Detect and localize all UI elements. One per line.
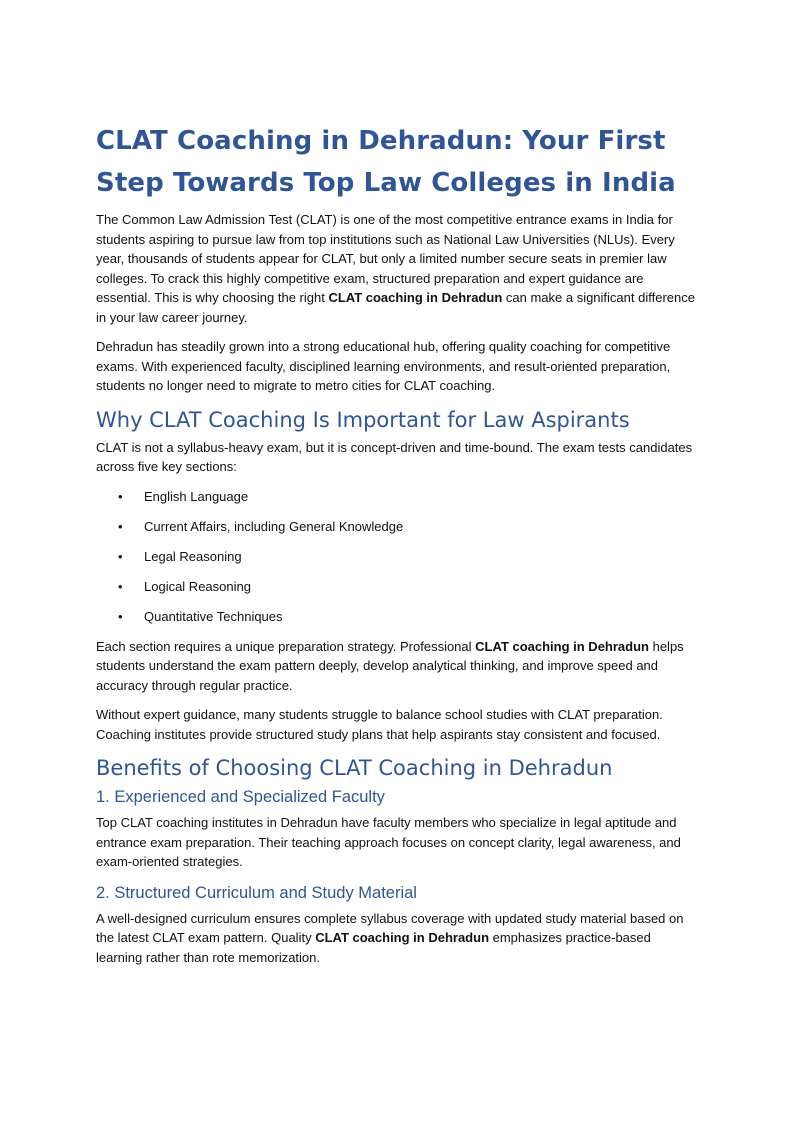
intro-text-end: can make a significant difference in your law career journey.	[96, 290, 695, 325]
subheading-curriculum: 2. Structured Curriculum and Study Material	[96, 883, 417, 902]
section-heading-benefits: Benefits of Choosing CLAT Coaching in Dehradun	[96, 756, 613, 780]
paragraph-text-end: helps students understand the exam pattern deeply, develop analytical thinking, and improve speed and accuracy through regular practice.	[96, 638, 684, 693]
intro-paragraph-2: Dehradun has steadily grown into a strong educational hub, offering quality coaching for competitive exams. With experienced faculty, disciplined learning environments, and result-oriented preparation, students no longer need to migrate to metro cities for CLAT coaching.	[96, 339, 671, 393]
curriculum-paragraph	[96, 909, 700, 968]
paragraph-text-end: emphasizes practice-based learning rather than rote memorization.	[96, 930, 651, 965]
sections-list	[96, 487, 700, 627]
list-item	[96, 487, 700, 507]
intro-paragraph-1	[96, 210, 700, 327]
paragraph-text: Each section requires a unique preparation strategy. Professional	[96, 638, 476, 654]
list-item-label: English Language	[144, 488, 249, 504]
list-item-label: Quantitative Techniques	[144, 608, 283, 624]
bullet-icon: •	[118, 488, 123, 504]
faculty-paragraph: Top CLAT coaching institutes in Dehradun have faculty members who specialize in legal aptitude and entrance exam preparation. Their teaching approach focuses on concept clarity, legal awareness, and exam-oriented strategies.	[96, 815, 681, 869]
list-item	[96, 577, 700, 597]
page-title: CLAT Coaching in Dehradun: Your First Step Towards Top Law Colleges in India	[96, 126, 676, 198]
list-item-label: Legal Reasoning	[144, 548, 242, 564]
section-heading-why: Why CLAT Coaching Is Important for Law Aspirants	[96, 407, 630, 432]
list-item	[96, 517, 700, 537]
list-item	[96, 607, 700, 627]
bullet-icon: •	[118, 518, 123, 534]
bullet-icon: •	[118, 548, 123, 564]
bullet-icon: •	[118, 608, 123, 624]
subheading-faculty: 1. Experienced and Specialized Faculty	[96, 788, 385, 806]
document-page	[96, 120, 700, 977]
section1-paragraph-2	[96, 637, 700, 696]
keyword-bold: CLAT coaching in Dehradun	[315, 930, 490, 945]
list-item	[96, 547, 700, 567]
section1-paragraph-1: CLAT is not a syllabus-heavy exam, but it is concept-driven and time-bound. The exam tests candidates across five key sections:	[96, 439, 693, 474]
list-item-label: Logical Reasoning	[144, 578, 251, 594]
bullet-icon: •	[118, 578, 123, 594]
keyword-bold: CLAT coaching in Dehradun	[328, 290, 503, 305]
paragraph-text: A well-designed curriculum ensures complete syllabus coverage with updated study material based on the latest CLAT exam pattern. Quality	[96, 910, 684, 945]
keyword-bold: CLAT coaching in Dehradun	[475, 638, 649, 654]
list-item-label: Current Affairs, including General Knowledge	[144, 518, 404, 534]
section1-paragraph-3: Without expert guidance, many students struggle to balance school studies with CLAT preparation. Coaching institutes provide structured study plans that help aspirants stay consistent and focused.	[96, 707, 663, 742]
intro-text: The Common Law Admission Test (CLAT) is one of the most competitive entrance exams in India for students aspiring to pursue law from top institutions such as National Law Universities (NLUs). Every year, thousands of students appear for CLAT, but only a limited number secure seats in premier law colleges. To crack this highly competitive exam, structured preparation and expert guidance are essential. This is why choosing the right	[96, 212, 675, 305]
